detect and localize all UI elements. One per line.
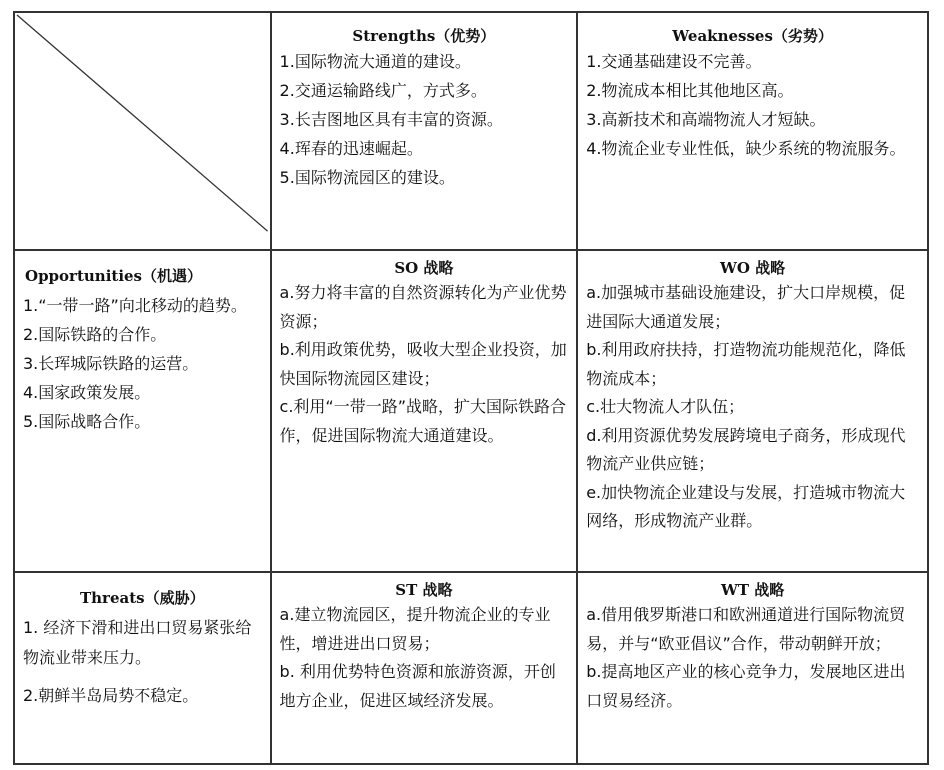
list-item: 1.交通基础建设不完善。 xyxy=(586,52,762,71)
wt-strategy-list xyxy=(578,601,927,715)
list-item: 4.国家政策发展。 xyxy=(23,383,151,402)
list-item: 2.国际铁路的合作。 xyxy=(23,325,167,344)
wo-strategy-list xyxy=(578,279,927,536)
wo-strategy-cell xyxy=(577,250,928,572)
so-strategy-header: SO 战略 xyxy=(394,259,454,277)
list-item: 1. 经济下滑和进出口贸易紧张给物流业带来压力。 xyxy=(23,618,252,667)
list-item: 1.国际物流大通道的建设。 xyxy=(279,52,471,71)
list-item: 2.交通运输路线广，方式多。 xyxy=(279,81,487,100)
list-item: b.利用政策优势，吸收大型企业投资，加快国际物流园区建设； xyxy=(279,340,567,388)
opportunities-list xyxy=(15,291,270,436)
list-item: a.借用俄罗斯港口和欧洲通道进行国际物流贸易，并与“欧亚倡议”合作，带动朝鲜开放； xyxy=(586,605,906,653)
list-item: 4.物流企业专业性低，缺少系统的物流服务。 xyxy=(586,139,906,158)
opportunities-header: Opportunities（机遇） xyxy=(25,267,203,285)
weaknesses-header: Weaknesses（劣势） xyxy=(672,27,833,45)
list-item: 3.长珲城际铁路的运营。 xyxy=(23,354,199,373)
strengths-list xyxy=(272,47,577,192)
threats-header: Threats（威胁） xyxy=(79,589,205,607)
so-strategy-list xyxy=(272,279,577,450)
wt-strategy-header: WT 战略 xyxy=(720,581,785,599)
corner-cell xyxy=(14,12,271,250)
st-strategy-list xyxy=(272,601,577,715)
list-item: 4.珲春的迅速崛起。 xyxy=(279,139,423,158)
wt-strategy-cell xyxy=(577,572,928,764)
weaknesses-list xyxy=(578,47,927,163)
list-item: b.提高地区产业的核心竞争力，发展地区进出口贸易经济。 xyxy=(586,662,906,710)
list-item: e.加快物流企业建设与发展，打造城市物流大网络，形成物流产业群。 xyxy=(586,482,906,530)
list-item: a.建立物流园区，提升物流企业的专业性，增进进出口贸易； xyxy=(279,605,551,653)
list-item: d.利用资源优势发展跨境电子商务，形成现代物流产业供应链； xyxy=(586,425,906,473)
strengths-cell xyxy=(271,12,578,250)
list-item: c.壮大物流人才队伍； xyxy=(586,397,745,416)
list-item: 5.国际战略合作。 xyxy=(23,412,151,431)
strengths-header: Strengths（优势） xyxy=(352,27,496,45)
list-item: 3.高新技术和高端物流人才短缺。 xyxy=(586,110,826,129)
threats-cell xyxy=(14,572,271,764)
list-item: a.加强城市基础设施建设，扩大口岸规模，促进国际大通道发展； xyxy=(586,283,906,331)
wo-strategy-header: WO 战略 xyxy=(720,259,786,277)
diagonal-line-icon xyxy=(15,13,270,249)
st-strategy-cell xyxy=(271,572,578,764)
so-strategy-cell xyxy=(271,250,578,572)
list-item: a.努力将丰富的自然资源转化为产业优势资源； xyxy=(279,283,567,331)
list-item: 2.物流成本相比其他地区高。 xyxy=(586,81,794,100)
list-item: 1.“一带一路”向北移动的趋势。 xyxy=(23,296,247,315)
opportunities-cell xyxy=(14,250,271,572)
list-item: 3.长吉图地区具有丰富的资源。 xyxy=(279,110,503,129)
list-item: b.利用政府扶持，打造物流功能规范化，降低物流成本； xyxy=(586,340,906,388)
list-item: b. 利用优势特色资源和旅游资源，开创地方企业，促进区域经济发展。 xyxy=(279,662,556,710)
threats-list xyxy=(15,613,270,711)
list-item: c.利用“一带一路”战略，扩大国际铁路合作，促进国际物流大通道建设。 xyxy=(279,397,567,445)
swot-table xyxy=(13,11,929,765)
list-item: 2.朝鲜半岛局势不稳定。 xyxy=(23,686,199,705)
list-item: 5.国际物流园区的建设。 xyxy=(279,168,455,187)
st-strategy-header: ST 战略 xyxy=(395,581,453,599)
weaknesses-cell xyxy=(577,12,928,250)
